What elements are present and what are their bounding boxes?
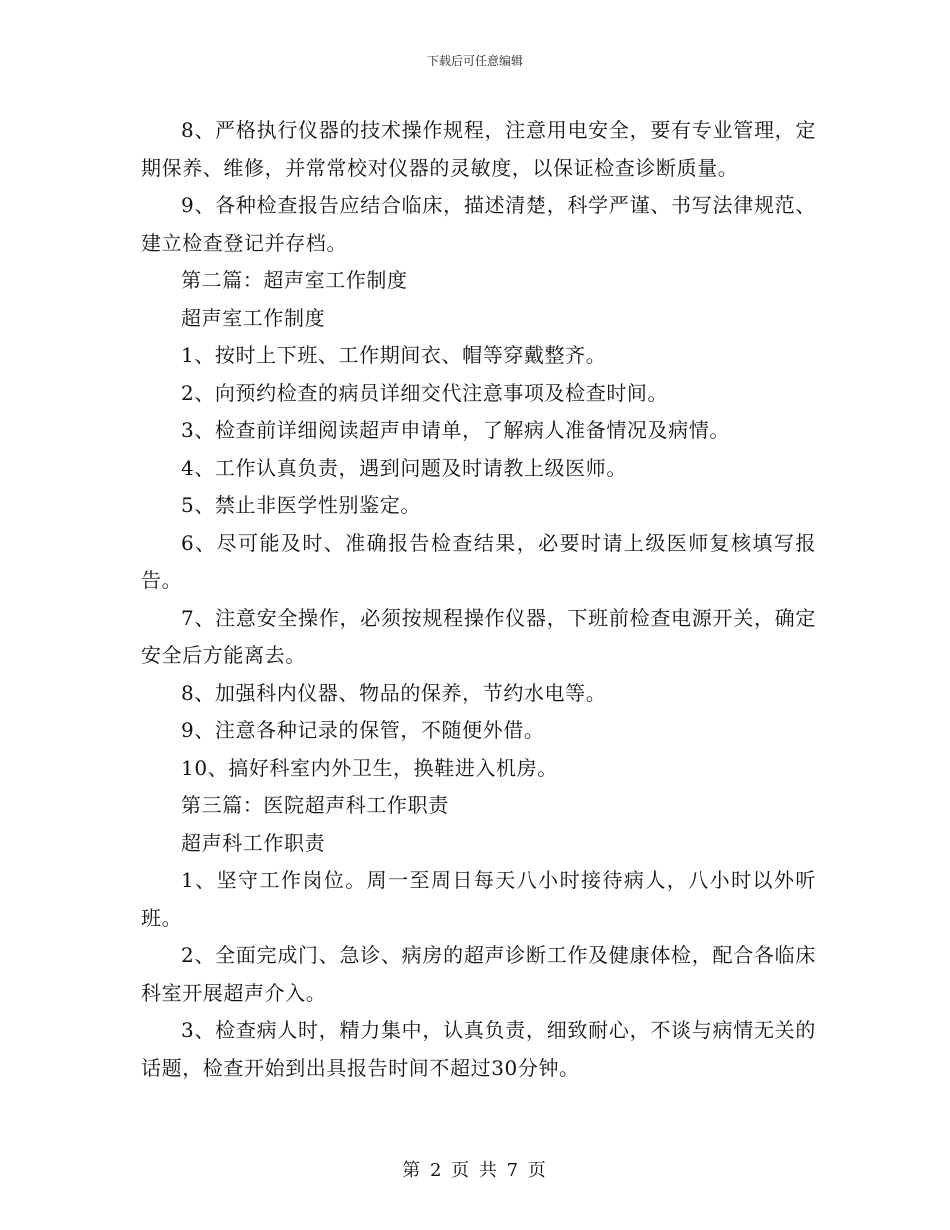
section-subtitle: 超声科工作职责 xyxy=(181,830,326,855)
paragraph: 2、向预约检查的病员详细交代注意事项及检查时间。 xyxy=(181,380,669,405)
section-subtitle: 超声室工作制度 xyxy=(181,305,326,330)
paragraph: 5、禁止非医学性别鉴定。 xyxy=(181,493,421,517)
paragraph: 2、全面完成门、急诊、病房的超声诊断工作及健康体检，配合各临床科室开展超声介入。 xyxy=(141,943,816,1005)
section-title: 第三篇：医院超声科工作职责 xyxy=(181,793,449,817)
paragraph: 7、注意安全操作，必须按规程操作仪器，下班前检查电源开关，确定安全后方能离去。 xyxy=(141,605,816,667)
paragraph: 1、坚守工作岗位。周一至周日每天八小时接待病人，八小时以外听班。 xyxy=(141,868,816,930)
section-title: 第二篇：超声室工作制度 xyxy=(181,268,408,292)
paragraph: 8、加强科内仪器、物品的保养，节约水电等。 xyxy=(181,680,607,705)
paragraph: 8、严格执行仪器的技术操作规程，注意用电安全，要有专业管理，定期保养、维修，并常常校对仪器的灵敏度，以保证检查诊断质量。 xyxy=(141,118,816,180)
paragraph: 3、检查病人时，精力集中，认真负责，细致耐心，不谈与病情无关的话题，检查开始到出具报告时间不超过30分钟。 xyxy=(141,1018,816,1080)
paragraph: 3、检查前详细阅读超声申请单，了解病人准备情况及病情。 xyxy=(181,418,730,442)
paragraph: 9、各种检查报告应结合临床，描述清楚，科学严谨、书写法律规范、建立检查登记并存档。 xyxy=(141,193,816,255)
paragraph: 1、按时上下班、工作期间衣、帽等穿戴整齐。 xyxy=(181,343,607,367)
paragraph: 4、工作认真负责，遇到问题及时请教上级医师。 xyxy=(181,455,627,480)
document-body xyxy=(141,112,816,1087)
paragraph: 10、搞好科室内外卫生，换鞋进入机房。 xyxy=(181,755,558,780)
paragraph: 9、注意各种记录的保管，不随便外借。 xyxy=(181,718,545,742)
page-footer: 第 2 页 共 7 页 xyxy=(402,1160,548,1181)
paragraph: 6、尽可能及时、准确报告检查结果，必要时请上级医师复核填写报告。 xyxy=(141,530,816,592)
page-header: 下载后可任意编辑 xyxy=(426,54,523,68)
